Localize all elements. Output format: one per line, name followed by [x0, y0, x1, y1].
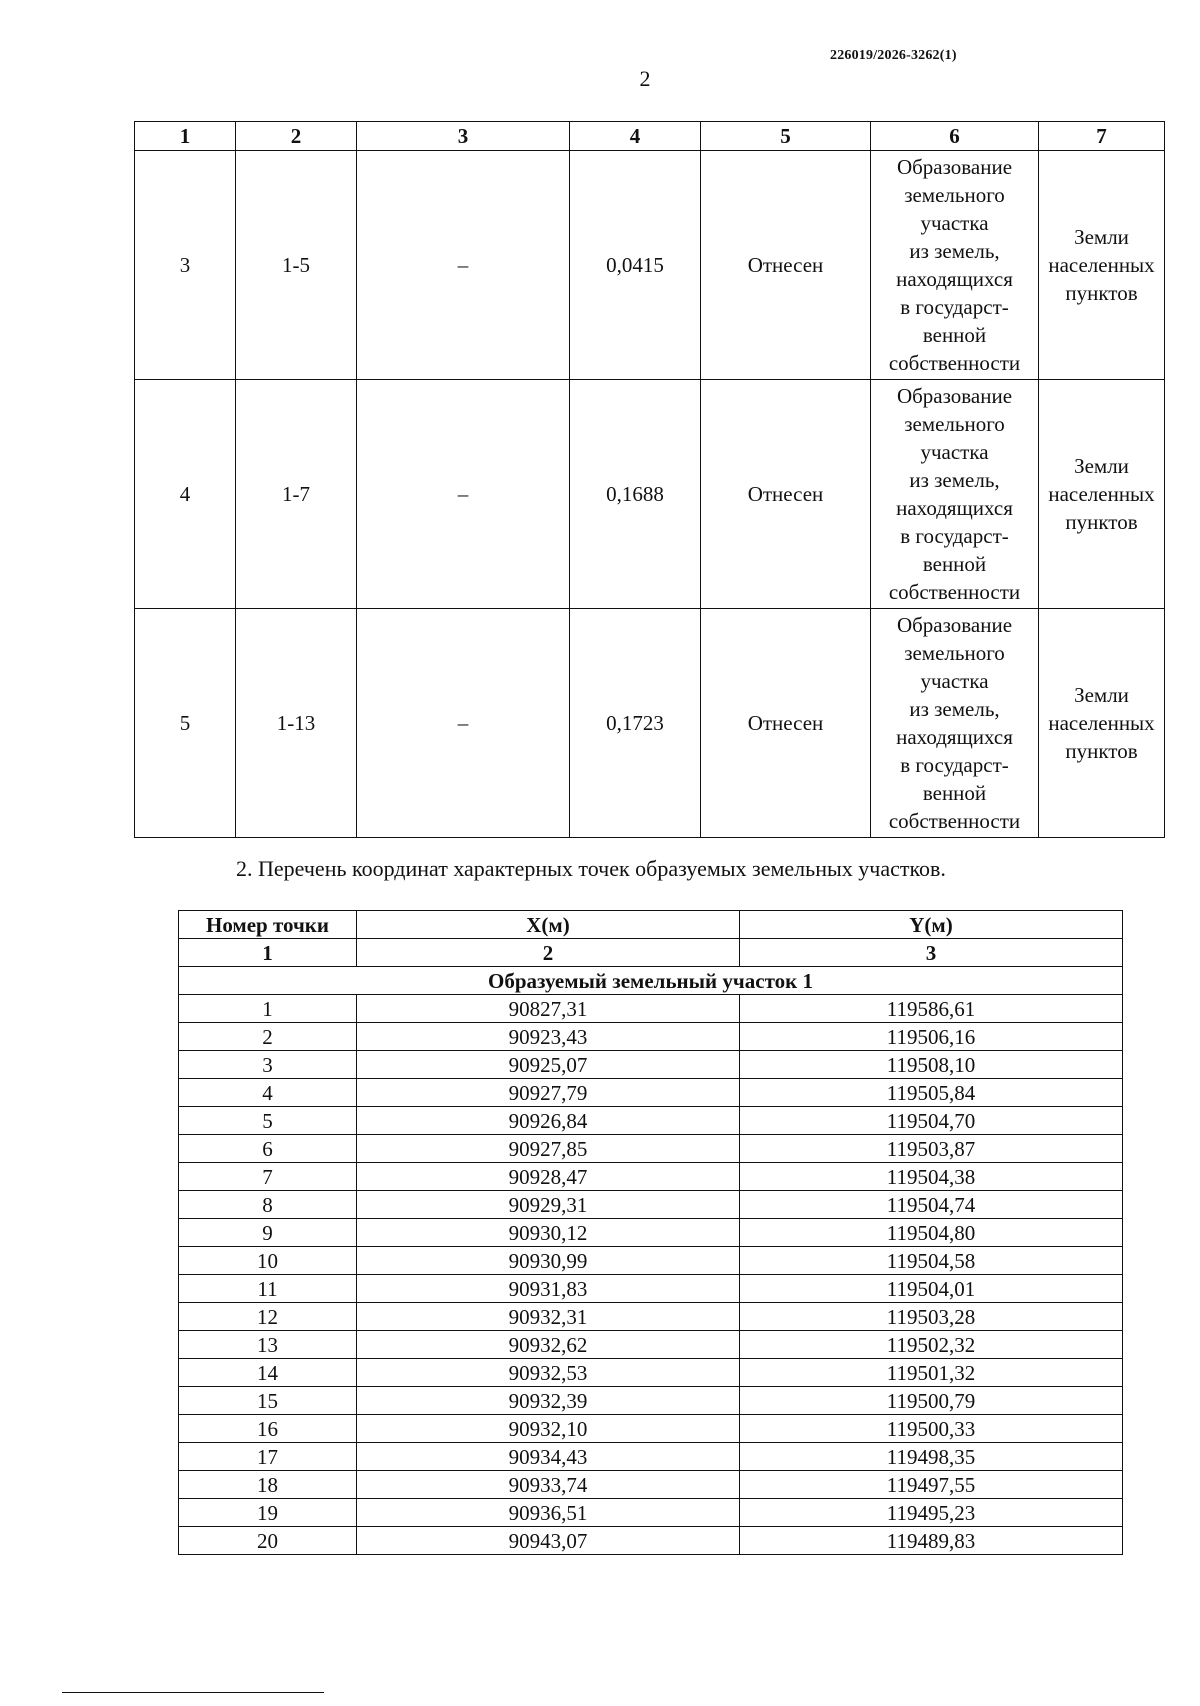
point-number: 12: [179, 1303, 357, 1331]
cell-c5: Отнесен: [701, 609, 871, 838]
x-coordinate: 90934,43: [357, 1443, 740, 1471]
x-coordinate: 90943,07: [357, 1527, 740, 1555]
y-coordinate: 119503,87: [740, 1135, 1123, 1163]
cell-line: населенных: [1048, 711, 1155, 735]
cell-c6: [871, 380, 1039, 609]
table-row: [179, 1051, 1123, 1079]
table-row: [179, 1023, 1123, 1051]
cell-c3: –: [357, 609, 570, 838]
table-row: [179, 1387, 1123, 1415]
cell-line: пунктов: [1065, 510, 1138, 534]
cell-c4: 0,1723: [570, 609, 701, 838]
point-number: 2: [179, 1023, 357, 1051]
table-row: [179, 1499, 1123, 1527]
point-number: 16: [179, 1415, 357, 1443]
cell-line: земельного: [904, 183, 1005, 207]
column-header: 3: [357, 122, 570, 151]
y-coordinate: 119501,32: [740, 1359, 1123, 1387]
x-coordinate: 90923,43: [357, 1023, 740, 1051]
cell-line: населенных: [1048, 482, 1155, 506]
x-coordinate: 90936,51: [357, 1499, 740, 1527]
land-plots-table: [134, 121, 1165, 838]
table-row: [179, 1247, 1123, 1275]
point-number: 15: [179, 1387, 357, 1415]
cell-line: Земли: [1074, 683, 1129, 707]
cell-c1: 4: [135, 380, 236, 609]
y-header: Y(м): [740, 911, 1123, 939]
column-header: 5: [701, 122, 871, 151]
cell-c1: 5: [135, 609, 236, 838]
cell-line: венной: [922, 552, 987, 576]
coordinates-table: [178, 910, 1123, 1555]
point-number: 10: [179, 1247, 357, 1275]
x-header: X(м): [357, 911, 740, 939]
x-coordinate: 90930,99: [357, 1247, 740, 1275]
y-coordinate: 119500,33: [740, 1415, 1123, 1443]
cell-c1: 3: [135, 151, 236, 380]
column-number-row: [179, 939, 1123, 967]
cell-line: участка: [920, 211, 989, 235]
table-row: [179, 1359, 1123, 1387]
cell-line: населенных: [1048, 253, 1155, 277]
cell-c2: 1-13: [236, 609, 357, 838]
cell-line: из земель,: [909, 468, 1000, 492]
y-coordinate: 119504,58: [740, 1247, 1123, 1275]
point-number: 19: [179, 1499, 357, 1527]
point-number: 18: [179, 1471, 357, 1499]
y-coordinate: 119506,16: [740, 1023, 1123, 1051]
table-row: [179, 1163, 1123, 1191]
point-number: 9: [179, 1219, 357, 1247]
plot-title: Образуемый земельный участок 1: [179, 967, 1123, 995]
point-number: 20: [179, 1527, 357, 1555]
point-number: 8: [179, 1191, 357, 1219]
cell-c2: 1-5: [236, 151, 357, 380]
point-number: 4: [179, 1079, 357, 1107]
point-number: 13: [179, 1331, 357, 1359]
y-coordinate: 119508,10: [740, 1051, 1123, 1079]
table-row: [135, 380, 1165, 609]
cell-line: в государст-: [900, 753, 1009, 777]
y-coordinate: 119504,80: [740, 1219, 1123, 1247]
x-coordinate: 90930,12: [357, 1219, 740, 1247]
cell-line: в государст-: [900, 295, 1009, 319]
column-number-row: [135, 122, 1165, 151]
x-coordinate: 90932,10: [357, 1415, 740, 1443]
x-coordinate: 90929,31: [357, 1191, 740, 1219]
x-coordinate: 90932,31: [357, 1303, 740, 1331]
table-row: [179, 1135, 1123, 1163]
y-coordinate: 119504,01: [740, 1275, 1123, 1303]
cell-c5: Отнесен: [701, 380, 871, 609]
header-row: [179, 911, 1123, 939]
table-row: [179, 1191, 1123, 1219]
cell-c7: [1039, 609, 1165, 838]
cell-line: Образование: [896, 155, 1013, 179]
cell-line: находящихся: [896, 496, 1013, 520]
x-coordinate: 90927,79: [357, 1079, 740, 1107]
y-coordinate: 119498,35: [740, 1443, 1123, 1471]
table-row: [179, 1471, 1123, 1499]
page-number: 2: [639, 66, 651, 91]
cell-line: участка: [920, 669, 989, 693]
footnote-divider: [62, 1692, 324, 1693]
cell-c7: [1039, 151, 1165, 380]
cell-line: Земли: [1074, 454, 1129, 478]
y-coordinate: 119504,74: [740, 1191, 1123, 1219]
x-coordinate: 90933,74: [357, 1471, 740, 1499]
cell-line: из земель,: [909, 697, 1000, 721]
cell-c3: –: [357, 151, 570, 380]
x-coordinate: 90827,31: [357, 995, 740, 1023]
cell-line: собственности: [888, 809, 1021, 833]
point-number: 5: [179, 1107, 357, 1135]
x-coordinate: 90927,85: [357, 1135, 740, 1163]
cell-line: пунктов: [1065, 739, 1138, 763]
column-header: 1: [135, 122, 236, 151]
cell-line: находящихся: [896, 267, 1013, 291]
cell-line: венной: [922, 323, 987, 347]
document-id: 226019/2026-3262(1): [830, 48, 957, 63]
cell-line: Образование: [896, 613, 1013, 637]
table-row: [179, 1443, 1123, 1471]
column-number: 1: [179, 939, 357, 967]
column-header: 4: [570, 122, 701, 151]
table-row: [179, 995, 1123, 1023]
table-row: [179, 1275, 1123, 1303]
cell-line: пунктов: [1065, 281, 1138, 305]
cell-line: венной: [922, 781, 987, 805]
cell-c6: [871, 151, 1039, 380]
point-number: 7: [179, 1163, 357, 1191]
cell-c5: Отнесен: [701, 151, 871, 380]
x-coordinate: 90926,84: [357, 1107, 740, 1135]
table-row: [179, 1527, 1123, 1555]
y-coordinate: 119495,23: [740, 1499, 1123, 1527]
x-coordinate: 90925,07: [357, 1051, 740, 1079]
point-number: 11: [179, 1275, 357, 1303]
y-coordinate: 119489,83: [740, 1527, 1123, 1555]
cell-c6: [871, 609, 1039, 838]
table-row: [135, 609, 1165, 838]
point-number: 17: [179, 1443, 357, 1471]
cell-line: из земель,: [909, 239, 1000, 263]
y-coordinate: 119497,55: [740, 1471, 1123, 1499]
cell-c4: 0,1688: [570, 380, 701, 609]
cell-line: собственности: [888, 580, 1021, 604]
cell-line: находящихся: [896, 725, 1013, 749]
column-header: 2: [236, 122, 357, 151]
table-row: [179, 1415, 1123, 1443]
coordinates-table-body: [179, 967, 1123, 1555]
cell-line: Образование: [896, 384, 1013, 408]
plot-title-row: [179, 967, 1123, 995]
y-coordinate: 119586,61: [740, 995, 1123, 1023]
cell-line: земельного: [904, 641, 1005, 665]
land-plots-table-body: [135, 151, 1165, 838]
cell-line: в государст-: [900, 524, 1009, 548]
cell-line: участка: [920, 440, 989, 464]
table-row: [179, 1107, 1123, 1135]
cell-c3: –: [357, 380, 570, 609]
y-coordinate: 119502,32: [740, 1331, 1123, 1359]
table-row: [179, 1303, 1123, 1331]
table-row: [179, 1331, 1123, 1359]
cell-c4: 0,0415: [570, 151, 701, 380]
cell-line: земельного: [904, 412, 1005, 436]
y-coordinate: 119504,38: [740, 1163, 1123, 1191]
table-row: [179, 1079, 1123, 1107]
column-header: 6: [871, 122, 1039, 151]
cell-line: собственности: [888, 351, 1021, 375]
x-coordinate: 90932,53: [357, 1359, 740, 1387]
section-title: 2. Перечень координат характерных точек образуемых земельных участков.: [236, 856, 946, 881]
column-number: 3: [740, 939, 1123, 967]
x-coordinate: 90928,47: [357, 1163, 740, 1191]
x-coordinate: 90932,62: [357, 1331, 740, 1359]
y-coordinate: 119503,28: [740, 1303, 1123, 1331]
point-number: 3: [179, 1051, 357, 1079]
column-number: 2: [357, 939, 740, 967]
point-number: 14: [179, 1359, 357, 1387]
x-coordinate: 90931,83: [357, 1275, 740, 1303]
table-row: [135, 151, 1165, 380]
table-row: [179, 1219, 1123, 1247]
y-coordinate: 119505,84: [740, 1079, 1123, 1107]
cell-c2: 1-7: [236, 380, 357, 609]
y-coordinate: 119500,79: [740, 1387, 1123, 1415]
cell-line: Земли: [1074, 225, 1129, 249]
point-number: 6: [179, 1135, 357, 1163]
point-number-header: Номер точки: [179, 911, 357, 939]
column-header: 7: [1039, 122, 1165, 151]
x-coordinate: 90932,39: [357, 1387, 740, 1415]
y-coordinate: 119504,70: [740, 1107, 1123, 1135]
cell-c7: [1039, 380, 1165, 609]
point-number: 1: [179, 995, 357, 1023]
